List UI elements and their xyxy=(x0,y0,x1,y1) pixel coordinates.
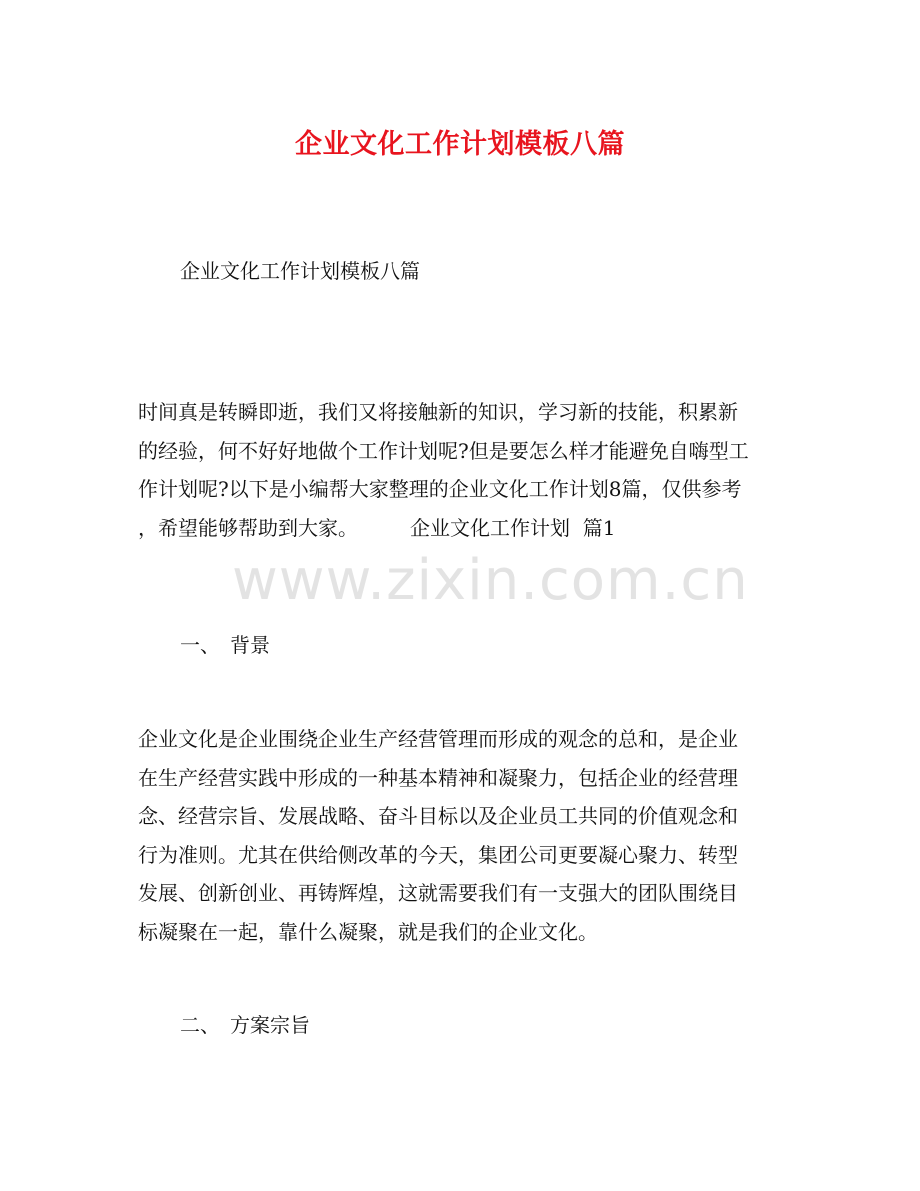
intro-paragraph xyxy=(138,393,778,547)
paragraph-line: 企业文化是企业围绕企业生产经营管理而形成的观念的总和，是企业 xyxy=(138,727,738,751)
part-title: 企业文化工作计划 篇1 xyxy=(410,515,616,540)
intro-line-last xyxy=(138,509,778,548)
section-number: 一、 xyxy=(180,633,220,657)
paragraph-line: 在生产经营实践中形成的一种基本精神和凝聚力，包括企业的经营理 xyxy=(138,765,738,790)
section-heading-text: 方案宗旨 xyxy=(230,1013,310,1037)
intro-line: 作计划呢?以下是小编帮大家整理的企业文化工作计划8篇，仅供参考 xyxy=(138,477,742,501)
section-heading-background xyxy=(180,632,270,658)
document-subtitle: 企业文化工作计划模板八篇 xyxy=(180,259,420,283)
section-heading-purpose xyxy=(180,1012,310,1038)
document-title: 企业文化工作计划模板八篇 xyxy=(295,129,625,160)
watermark: www.zixin.com.cn xyxy=(232,548,749,613)
intro-line: 的经验，何不好好地做个工作计划呢?但是要怎么样才能避免自嗨型工 xyxy=(138,438,749,463)
paragraph-line: 发展、创新创业、再铸辉煌，这就需要我们有一支强大的团队围绕目 xyxy=(138,881,738,905)
background-paragraph xyxy=(138,720,778,951)
section-heading-text: 背景 xyxy=(230,633,270,657)
paragraph-line: 标凝聚在一起，靠什么凝聚，就是我们的企业文化。 xyxy=(138,919,598,944)
paragraph-line: 行为准则。尤其在供给侧改革的今天，集团公司更要凝心聚力、转型 xyxy=(138,842,738,867)
intro-closing-text: ，希望能够帮助到大家。 xyxy=(138,515,358,540)
paragraph-line: 念、经营宗旨、发展战略、奋斗目标以及企业员工共同的价值观念和 xyxy=(138,804,738,828)
section-number: 二、 xyxy=(180,1013,220,1037)
intro-line: 时间真是转瞬即逝，我们又将接触新的知识，学习新的技能，积累新 xyxy=(138,400,738,424)
